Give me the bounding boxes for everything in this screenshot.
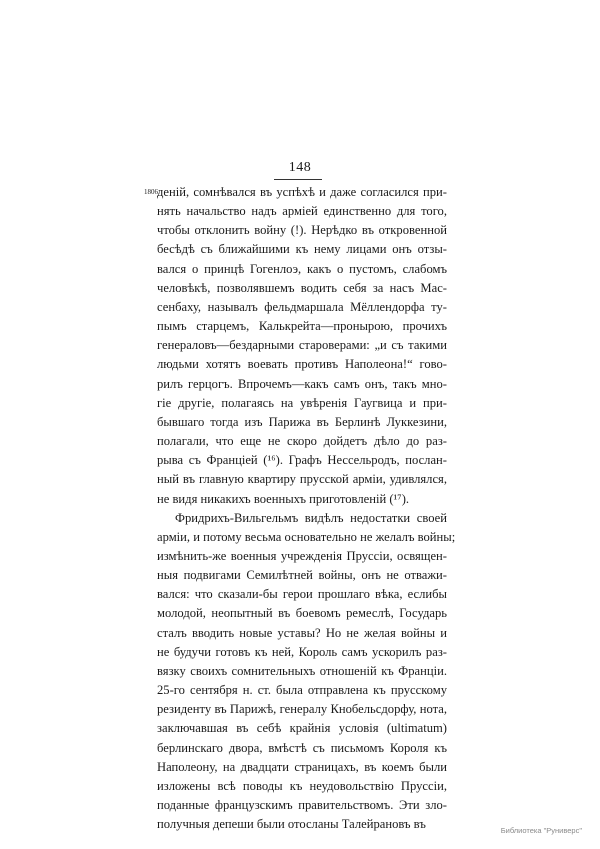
text-line: заключавшая въ себѣ крайнія условія (ultimatum): [157, 721, 447, 736]
text-line: резиденту въ Парижѣ, генералу Кнобельсдорфу, нота,: [157, 702, 447, 717]
text-line: пымъ старцемъ, Калькрейта—пронырою, прочихъ: [157, 319, 447, 334]
text-line: не видя никакихъ военныхъ приготовленій (¹⁷).: [157, 491, 410, 506]
text-line: Фридрихъ-Вильгельмъ видѣлъ недостатки своей: [175, 510, 447, 525]
page-number: 148: [288, 160, 312, 175]
text-line: вязку своихъ сомнительныхъ отношеній къ Франціи.: [157, 663, 447, 678]
header-rule: [274, 179, 322, 180]
text-line: деній, сомнѣвался въ успѣхѣ и даже согласился при-: [157, 185, 447, 199]
library-watermark: Библиотека "Руниверс": [500, 826, 582, 835]
text-line: ный въ главную квартиру прусской арміи, удивлялся,: [157, 472, 447, 487]
text-line: человѣкѣ, позволявшемъ водить себя за насъ Мас-: [157, 280, 447, 295]
text-line: нять начальство надъ арміей единственно для того,: [157, 204, 447, 219]
text-line: измѣнить-же военныя учрежденія Пруссіи, освящен-: [157, 548, 447, 563]
text-line: рилъ герцогъ. Впрочемъ—какъ самъ онъ, такъ мно-: [157, 376, 447, 391]
text-line: рыва съ Франціей (¹⁶). Графъ Нессельродъ, послан-: [157, 453, 447, 468]
text-line: полагали, что еще не скоро дойдетъ дѣло до раз-: [157, 434, 447, 449]
text-line: вался о принцѣ Гогенлоэ, какъ о пустомъ, слабомъ: [157, 261, 447, 276]
text-line: арміи, и потому весьма основательно не желалъ войны;: [157, 529, 456, 544]
text-line: берлинскаго двора, вмѣстѣ съ письмомъ Короля къ: [157, 740, 447, 755]
text-line: гіе другіе, полагаясь на увѣренія Гаугвица и при-: [157, 395, 447, 410]
text-line: бесѣдѣ съ ближайшими къ нему лицами онъ отзы-: [157, 242, 447, 257]
text-line: Наполеону, на двадцати страницахъ, въ коемъ были: [157, 759, 447, 774]
text-line: сенбаху, называлъ фельдмаршала Мёллендорфа ту-: [157, 299, 447, 314]
margin-year-note: 1806.: [144, 188, 160, 196]
text-line: генераловъ—бездарными староверами: „и съ такими: [157, 338, 447, 353]
paragraph-2: [157, 509, 456, 835]
text-line: не будучи готовъ къ ней, Король самъ ускорилъ раз-: [157, 644, 447, 659]
text-line: получныя депеши были отосланы Талейрановъ въ: [157, 817, 426, 832]
text-line: чтобы отклонить войну (!). Нерѣдко въ откровенной: [157, 223, 447, 238]
text-line: бывшаго тогда изъ Парижа въ Берлинѣ Луккезини,: [157, 414, 447, 429]
text-line: молодой, неопытный въ боевомъ ремеслѣ, Государь: [157, 606, 447, 621]
text-body: [157, 183, 456, 834]
text-line: сталъ вводить новые уставы? Но не желая войны и: [157, 625, 447, 640]
text-line: изложены всѣ поводы къ неудовольствію Пруссіи,: [157, 778, 447, 793]
paragraph-1: [157, 183, 447, 509]
text-line: людьми хотятъ воевать противъ Наполеона!“ гово-: [157, 357, 447, 372]
text-line: поданные французскимъ правительствомъ. Эти зло-: [157, 798, 447, 812]
text-line: вался: что сказали-бы герои прошлаго вѣка, еслибы: [157, 587, 447, 602]
text-line: ныя подвигами Семилѣтней войны, онъ не отважи-: [157, 568, 447, 583]
text-line: 25-го сентября н. ст. была отправлена къ прусскому: [157, 683, 447, 698]
